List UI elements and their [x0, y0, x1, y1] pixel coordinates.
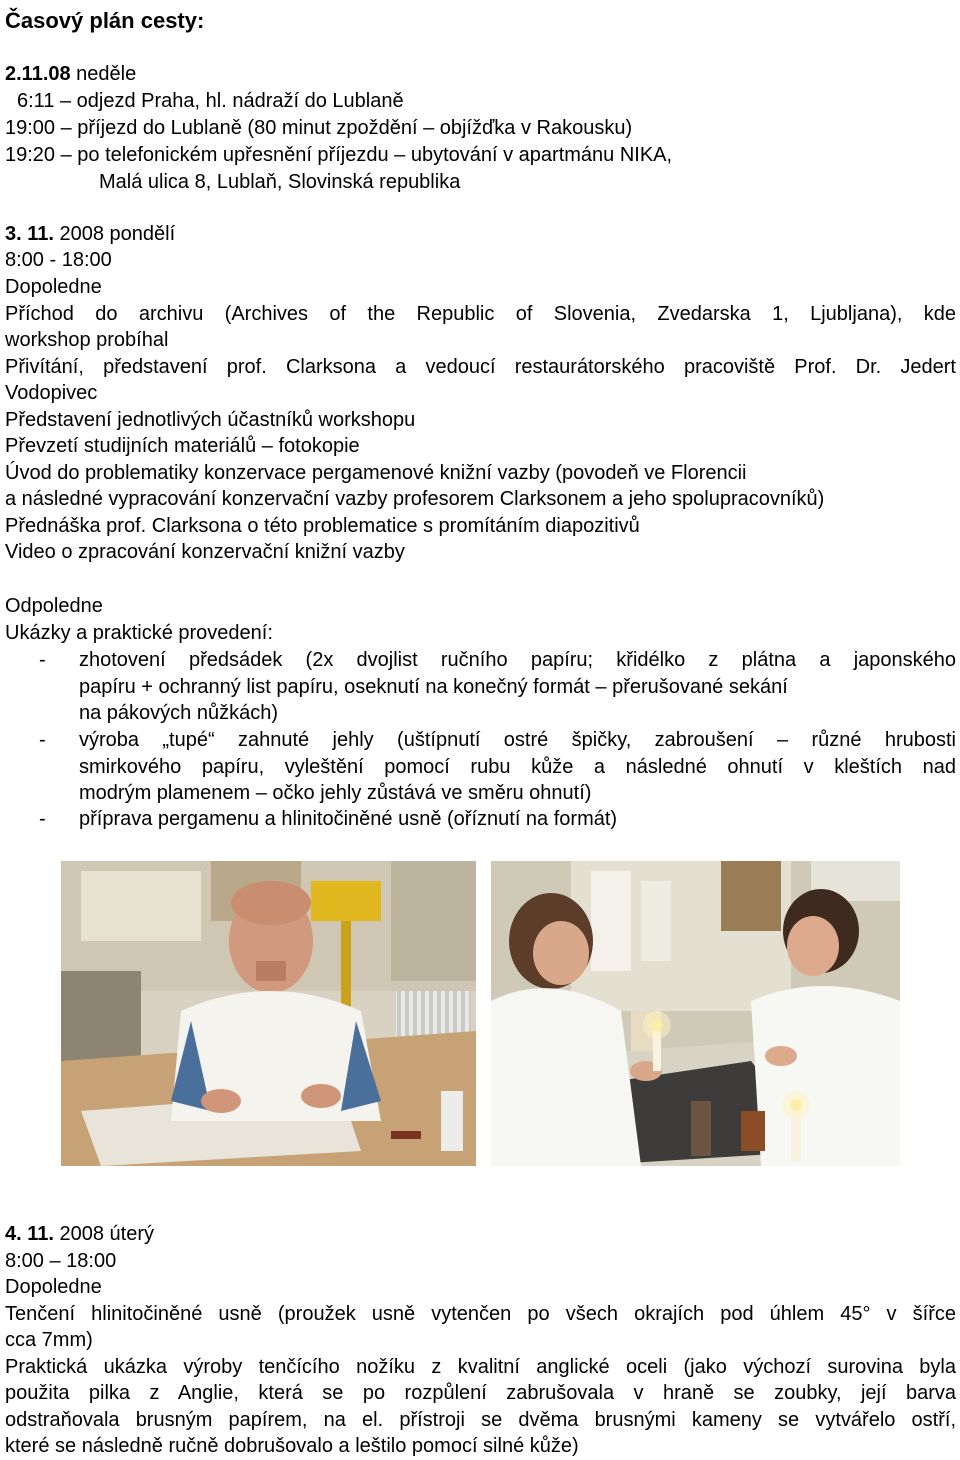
day3-heading	[5, 1221, 154, 1248]
day2-lecture: Přednáška prof. Clarksona o této problematice s promítáním diapozitivů	[5, 515, 640, 537]
day2-materials: Převzetí studijních materiálů – fotokopie	[5, 435, 360, 457]
bullet-item	[79, 806, 956, 833]
bullet-line: papíru + ochranný list papíru, oseknutí na konečný formát – přerušované sekání	[79, 675, 788, 698]
day2-participants: Představení jednotlivých účastníků workshopu	[5, 409, 416, 431]
day3-knife-line: které se následně ručně dobrušovalo a leštilo pomocí silné kůže)	[5, 1435, 579, 1457]
page-title: Časový plán cesty:	[5, 8, 205, 33]
day2-welcome-line2: Vodopivec	[5, 382, 98, 404]
day1-line: Malá ulica 8, Lublaň, Slovinská republika	[99, 171, 461, 193]
day2-video: Video o zpracování konzervační knižní vazby	[5, 541, 405, 563]
day3-date: 4. 11.	[5, 1223, 54, 1245]
day2-time: 8:00 - 18:00	[5, 249, 112, 271]
bullet-line: smirkového papíru, vyleštění pomocí rubu kůže a následné ohnutí v kleštích nad	[79, 755, 956, 778]
bullet-dash: -	[39, 729, 46, 751]
day1-weekday: neděle	[70, 63, 137, 85]
day1-heading	[5, 61, 136, 88]
day3-knife-line: použita pilka z Anglie, která se po rozpůlení zabrušovala v hraně se zoubky, její barva	[5, 1382, 956, 1404]
bullet-line: příprava pergamenu a hlinitočiněné usně (oříznutí na formát)	[79, 808, 618, 830]
day3-morning: Dopoledne	[5, 1276, 102, 1298]
day2-arrival-line2: workshop probíhal	[5, 329, 169, 351]
bullet-line: na pákových nůžkách)	[79, 702, 279, 724]
day2-afternoon: Odpoledne	[5, 595, 103, 617]
day1-line: 19:20 – po telefonickém upřesnění příjezdu – ubytování v apartmánu NIKA,	[5, 144, 673, 166]
photo-workshop-man-cutting-image	[61, 861, 476, 1166]
day2-date: 3. 11.	[5, 223, 54, 245]
day3-thinning-line2: cca 7mm)	[5, 1329, 93, 1351]
photo-workshop-women-candles-image	[491, 861, 900, 1166]
day2-welcome-line1: Přivítání, představení prof. Clarksona a vedoucí restaurátorského pracoviště Prof. Dr. Jedert	[5, 356, 956, 378]
day3-date-rest: 2008 úterý	[53, 1223, 155, 1245]
day2-demo-heading: Ukázky a praktické provedení:	[5, 622, 273, 644]
photo-workshop-women-candles	[491, 861, 900, 1166]
day3-time: 8:00 – 18:00	[5, 1250, 117, 1272]
bullet-item	[79, 647, 956, 727]
day2-arrival-line1: Příchod do archivu (Archives of the Republic of Slovenia, Zvedarska 1, Ljubljana), kde	[5, 303, 956, 325]
day1-date: 2.11.08	[5, 63, 71, 85]
day1-line: 19:00 – příjezd do Lublaně (80 minut zpoždění – objížďka v Rakousku)	[5, 117, 633, 139]
bullet-dash: -	[39, 808, 46, 830]
day2-date-rest: 2008 pondělí	[53, 223, 176, 245]
bullet-line: zhotovení předsádek (2x dvojlist ručního papíru; křidélko z plátna a japonského	[79, 649, 956, 671]
bullet-item	[79, 727, 956, 807]
day2-heading	[5, 221, 175, 248]
day2-intro-line1: Úvod do problematiky konzervace pergamenové knižní vazby (povodeň ve Florencii	[5, 462, 747, 484]
day2-morning: Dopoledne	[5, 276, 102, 298]
day3-knife-line: odstraňovala brusným papírem, na el. přístroji se dvěma brusnými kameny se vytvářelo ostří,	[5, 1409, 956, 1431]
day1-line: 6:11 – odjezd Praha, hl. nádraží do Lublaně	[17, 90, 404, 112]
bullet-line: modrým plamenem – očko jehly zůstává ve směru ohnutí)	[79, 782, 592, 804]
day3-knife-line: Praktická ukázka výroby tenčícího nožíku z kvalitní anglické oceli (jako výchozí surovina byla	[5, 1356, 956, 1378]
day2-intro-line2: a následné vypracování konzervační vazby profesorem Clarksonem a jeho spolupracovníků)	[5, 488, 825, 510]
bullet-dash: -	[39, 649, 46, 671]
bullet-line: výroba „tupé“ zahnuté jehly (uštípnutí ostré špičky, zabroušení – různé hrubosti	[79, 729, 956, 751]
day3-thinning-line1: Tenčení hlinitočiněné usně (proužek usně vytenčen po všech okrajích pod úhlem 45° v šířce	[5, 1303, 956, 1325]
photo-workshop-man-cutting	[61, 861, 476, 1166]
